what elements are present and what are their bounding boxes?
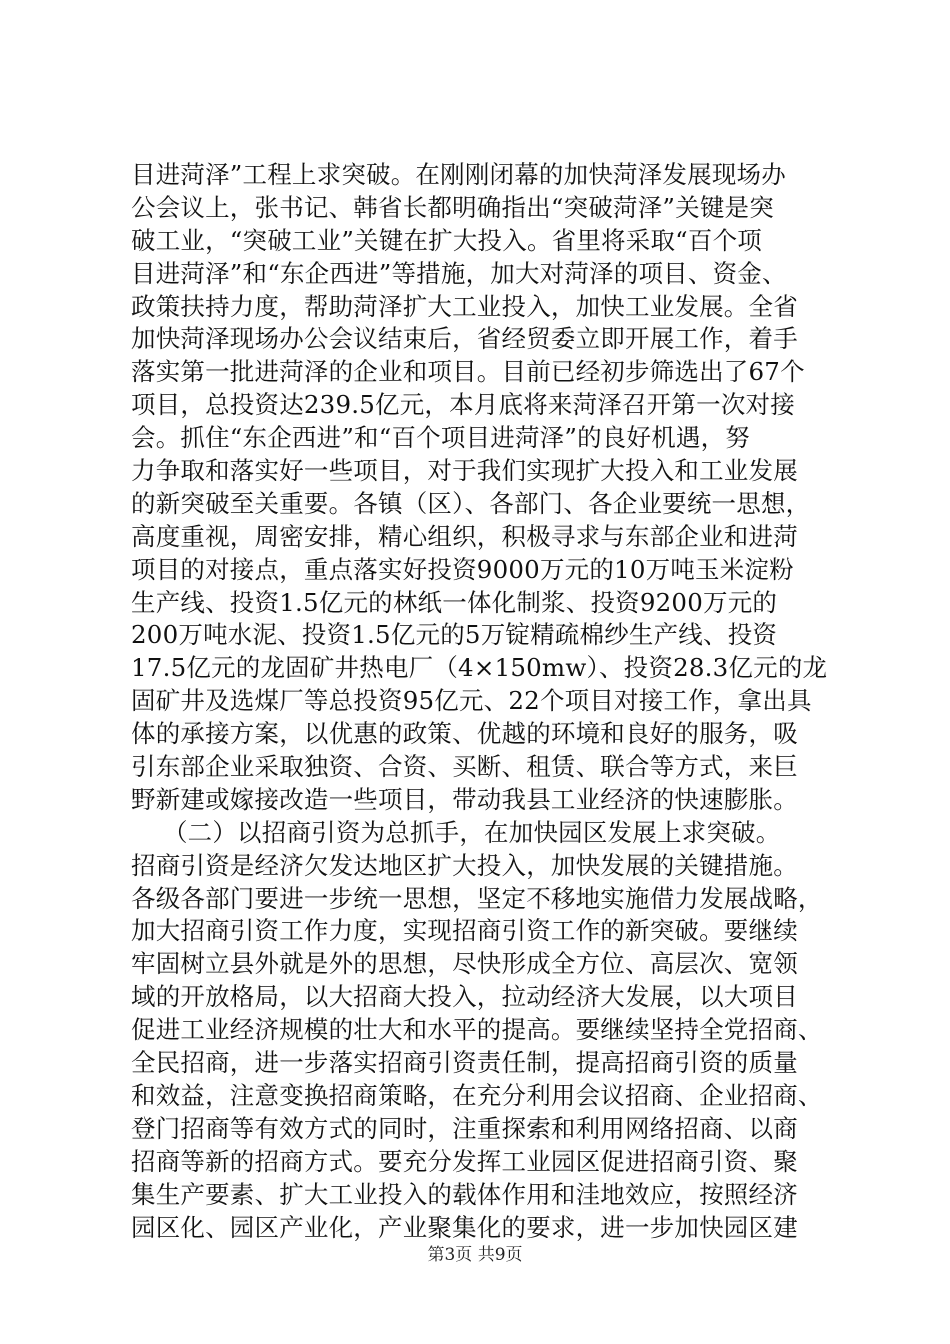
- text-line: 招商引资是经济欠发达地区扩大投入，加快发展的关键措施。: [131, 850, 798, 880]
- text-line: 公会议上，张书记、韩省长都明确指出“突破菏泽”关键是突: [131, 192, 774, 222]
- text-line: 固矿井及选煤厂等总投资95亿元、22个项目对接工作，拿出具: [131, 686, 812, 716]
- text-line: 全民招商，进一步落实招商引资责任制，提高招商引资的质量: [131, 1048, 798, 1078]
- text-line: 生产线、投资1.5亿元的林纸一体化制浆、投资9200万元的: [131, 587, 778, 617]
- page-footer: 第3页 共9页: [427, 1245, 523, 1265]
- text-line: 17.5亿元的龙固矿井热电厂（4×150mw）、投资28.3亿元的龙: [131, 653, 828, 683]
- text-line: 目进菏泽”和“东企西进”等措施，加大对菏泽的项目、资金、: [131, 258, 787, 288]
- text-line: 200万吨水泥、投资1.5亿元的5万锭精疏棉纱生产线、投资: [131, 620, 778, 650]
- text-line: 促进工业经济规模的壮大和水平的提高。要继续坚持全党招商、: [131, 1015, 823, 1045]
- text-line: 和效益，注意变换招商策略，在充分利用会议招商、企业招商、: [131, 1080, 823, 1110]
- text-line: 落实第一批进菏泽的企业和项目。目前已经初步筛选出了67个: [131, 357, 805, 387]
- text-line: （二）以招商引资为总抓手，在加快园区发展上求突破。: [131, 817, 781, 847]
- text-line: 野新建或嫁接改造一些项目，带动我县工业经济的快速膨胀。: [131, 784, 798, 814]
- text-line: 各级各部门要进一步统一思想，坚定不移地实施借力发展战略，: [131, 883, 823, 913]
- text-line: 招商等新的招商方式。要充分发挥工业园区促进招商引资、聚: [131, 1146, 798, 1176]
- text-line: 的新突破至关重要。各镇（区）、各部门、各企业要统一思想，: [131, 488, 811, 518]
- text-line: 加大招商引资工作力度，实现招商引资工作的新突破。要继续: [131, 916, 798, 946]
- text-line: 园区化、园区产业化，产业聚集化的要求，进一步加快园区建: [131, 1212, 798, 1242]
- text-line: 牢固树立县外就是外的思想，尽快形成全方位、高层次、宽领: [131, 949, 798, 979]
- text-line: 目进菏泽”工程上求突破。在刚刚闭幕的加快菏泽发展现场办: [131, 160, 786, 189]
- text-line: 破工业，“突破工业”关键在扩大投入。省里将采取“百个项: [131, 225, 762, 255]
- body-text: [131, 159, 831, 1244]
- text-line: 政策扶持力度，帮助菏泽扩大工业投入，加快工业发展。全省: [131, 291, 798, 321]
- text-line: 会。抓住“东企西进”和“百个项目进菏泽”的良好机遇，努: [131, 423, 750, 453]
- text-line: 项目的对接点，重点落实好投资9000万元的10万吨玉米淀粉: [131, 554, 794, 584]
- text-line: 加快菏泽现场办公会议结束后，省经贸委立即开展工作，着手: [131, 324, 798, 354]
- text-line: 力争取和落实好一些项目，对于我们实现扩大投入和工业发展: [131, 456, 798, 486]
- text-line: 登门招商等有效方式的同时，注重探索和利用网络招商、以商: [131, 1113, 798, 1143]
- text-line: 体的承接方案，以优惠的政策、优越的环境和良好的服务，吸: [131, 719, 798, 749]
- text-line: 域的开放格局，以大招商大投入，拉动经济大发展，以大项目: [131, 982, 798, 1012]
- text-line: 高度重视，周密安排，精心组织，积极寻求与东部企业和进菏: [131, 521, 798, 551]
- text-line: 引东部企业采取独资、合资、买断、租赁、联合等方式，来巨: [131, 752, 798, 782]
- text-line: 项目，总投资达239.5亿元，本月底将来菏泽召开第一次对接: [131, 390, 795, 420]
- text-line: 集生产要素、扩大工业投入的载体作用和洼地效应，按照经济: [131, 1179, 798, 1209]
